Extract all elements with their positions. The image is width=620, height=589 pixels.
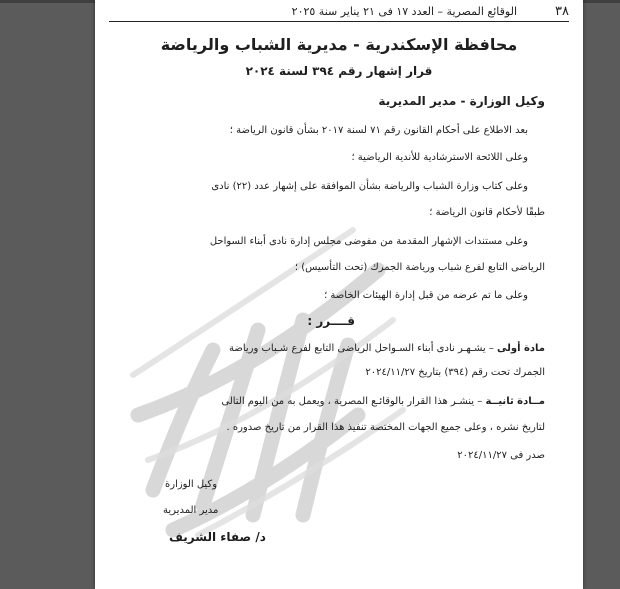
issuer-heading: وكيل الوزارة - مدير المديرية — [378, 94, 545, 108]
preamble-line-7: وعلى ما تم عرضه من قبل إدارة الهيئات الخاصة ؛ — [324, 290, 528, 301]
document-page — [95, 0, 583, 589]
signature-role-2: مدير المديرية — [163, 505, 219, 516]
article-2-line-2: لتاريخ نشره ، وعلى جميع الجهات المختصة تنفيذ هذا القرار من تاريخ صدوره . — [226, 422, 545, 433]
preamble-line-4: طبقًا لأحكام قانون الرياضة ؛ — [429, 207, 545, 218]
page-number: ٣٨ — [555, 4, 569, 19]
page-header — [109, 3, 569, 22]
issued-date: صدر فى ٢٠٢٤/١١/٢٧ — [457, 450, 545, 461]
article-1-line-1: مادة أولى – يشـهـر نادى أبناء السـواحل الرياضى التابع لفرع شـباب ورياضة — [229, 343, 545, 354]
decided-heading: قــــرر : — [307, 314, 355, 328]
preamble-line-5: وعلى مستندات الإشهار المقدمة من مفوضى مجلس إدارة نادى أبناء السواحل — [209, 236, 528, 247]
article-2-line-1: مــادة ثانيــة – ينشـر هذا القرار بالوقائـع المصرية ، ويعمل به من اليوم التالى — [221, 396, 545, 407]
decision-number: قرار إشهار رقم ٣٩٤ لسنة ٢٠٢٤ — [245, 64, 433, 78]
preamble-line-1: بعد الاطلاع على أحكام القانون رقم ٧١ لسنة ٢٠١٧ بشأن قانون الرياضة ؛ — [229, 125, 528, 136]
preamble-line-3: وعلى كتاب وزارة الشباب والرياضة بشأن الموافقة على إشهار عدد (٢٢) نادى — [211, 181, 528, 192]
article-2-label: مــادة ثانيــة — [485, 396, 545, 407]
preamble-line-2: وعلى اللائحة الاسترشادية للأندية الرياضية ؛ — [351, 152, 528, 163]
signature-name: د/ صفاء الشريف — [169, 530, 266, 544]
article-1-line-2: الجمرك تحت رقم (٣٩٤) بتاريخ ٢٠٢٤/١١/٢٧ — [365, 367, 545, 378]
document-title: محافظة الإسكندرية - مديرية الشباب والرياضة — [160, 35, 518, 54]
preamble-line-6: الرياضى التابع لفرع شباب ورياضة الجمرك (تحت التأسيس) ؛ — [294, 262, 545, 273]
article-1-label: مادة أولى — [497, 343, 545, 354]
signature-role-1: وكيل الوزارة — [165, 479, 218, 490]
gazette-header-text: الوقائع المصرية – العدد ١٧ فى ٢١ يناير سنة ٢٠٢٥ — [291, 5, 517, 18]
